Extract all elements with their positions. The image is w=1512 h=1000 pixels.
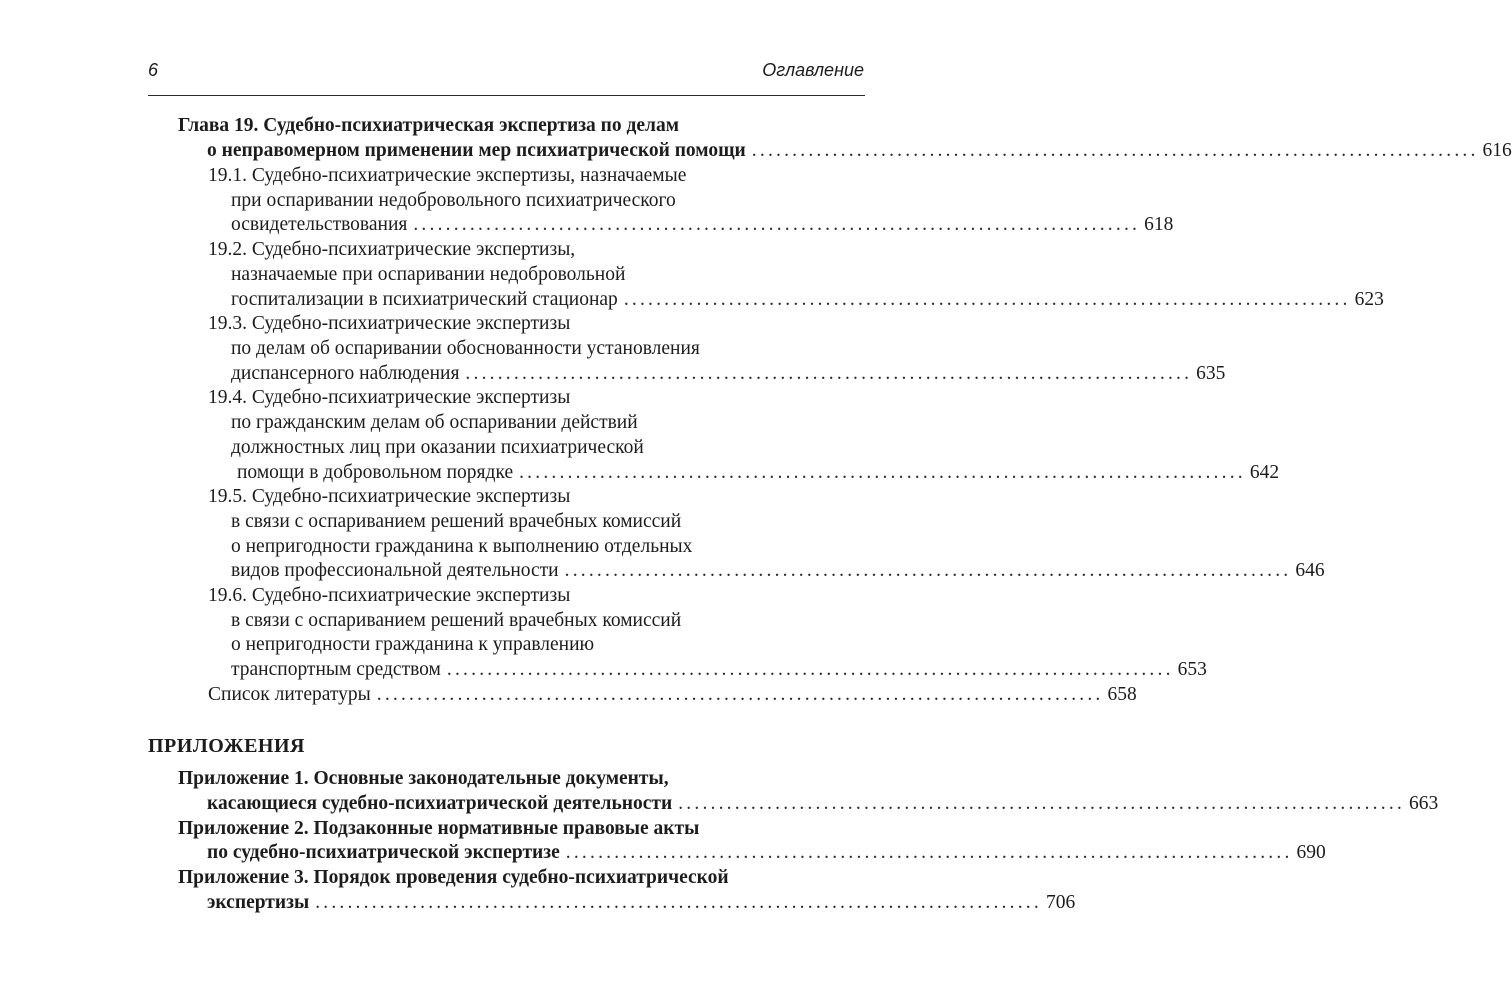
appendix-entry-line[interactable] [178, 767, 669, 791]
dot-leader: .......................................................................................... [413, 214, 1141, 235]
toc-entry-text: диспансерного наблюдения [231, 363, 460, 384]
toc-entry-line[interactable] [208, 238, 575, 262]
dot-leader: .......................................................................................... [465, 363, 1193, 384]
toc-entry-text: помощи в добровольном порядке [237, 462, 514, 483]
header-title: Оглавление [762, 60, 864, 80]
dot-leader: .......................................................................................... [678, 793, 1405, 814]
toc-entry-line[interactable] [231, 263, 625, 287]
toc-entry-text: в связи с оспариванием решений врачебных комиссий [231, 610, 682, 631]
appendix-entry-text: по судебно-психиатрической экспертизе [207, 842, 560, 863]
toc-entry-text: назначаемые при оспаривании недобровольной [231, 264, 626, 285]
toc-entry-text: транспортным средством [231, 659, 441, 680]
toc-entry-line[interactable] [231, 510, 681, 534]
appendix-entry-text: экспертизы [207, 892, 310, 913]
toc-entry-text: о непригодности гражданина к управлению [231, 634, 595, 655]
chapter-title-line[interactable] [178, 114, 679, 138]
toc-entry-text: 19.5. Судебно-психиатрические экспертизы [208, 486, 571, 507]
toc-entry-line[interactable] [208, 485, 570, 509]
page-ref: 646 [1295, 560, 1325, 581]
toc-entry-line[interactable] [237, 461, 1280, 485]
dot-leader: .......................................................................................... [376, 684, 1104, 705]
page-ref: 618 [1144, 214, 1174, 235]
dot-leader: .......................................................................................... [315, 892, 1042, 913]
toc-entry-text: 19.2. Судебно-психиатрические экспертизы, [208, 239, 576, 260]
toc-entry-line[interactable] [208, 164, 686, 188]
appendix-entry-text: Приложение 1. Основные законодательные документы, [178, 768, 669, 789]
page-ref: 663 [1408, 793, 1439, 814]
page-ref: 642 [1249, 462, 1280, 483]
toc-entry-line[interactable] [231, 535, 692, 559]
appendix-entry-text: Приложение 2. Подзаконные нормативные правовые акты [178, 818, 700, 839]
toc-entry-line[interactable] [231, 658, 1207, 682]
dot-leader: .......................................................................................... [623, 289, 1351, 310]
header-rule [148, 95, 865, 96]
toc-entry-line[interactable] [231, 411, 638, 435]
page-ref: 690 [1296, 842, 1326, 863]
toc-entry-line[interactable] [231, 213, 1174, 237]
toc-entry-text: освидетельствования [231, 214, 408, 235]
running-header [148, 60, 864, 88]
dot-leader: .......................................................................................... [564, 560, 1292, 581]
chapter-title-text: о неправомерном применении мер психиатрической помощи [207, 140, 746, 161]
appendix-entry-line[interactable] [178, 817, 699, 841]
page-ref: 635 [1196, 363, 1226, 384]
page-ref: 616 [1482, 140, 1512, 161]
chapter-title-text: Глава 19. Судебно-психиатрическая экспертиза по делам [178, 115, 680, 136]
toc-entry-text: должностных лиц при оказании психиатрической [231, 437, 644, 458]
toc-entry-text: видов профессиональной деятельности [231, 560, 559, 581]
page-ref: 623 [1354, 289, 1384, 310]
dot-leader: .......................................................................................... [446, 659, 1174, 680]
toc-entry-text: 19.1. Судебно-психиатрические экспертизы, назначаемые [208, 165, 687, 186]
toc-entry-line[interactable] [231, 362, 1226, 386]
toc-entry-text: 19.4. Судебно-психиатрические экспертизы [208, 387, 571, 408]
chapter-title-line[interactable] [207, 139, 1512, 163]
appendix-entry-line[interactable] [207, 891, 1076, 915]
toc-entry-text: при оспаривании недобровольного психиатрического [231, 190, 676, 211]
appendix-entry-text: Приложение 3. Порядок проведения судебно-психиатрической [178, 867, 729, 888]
toc-entry-line[interactable] [231, 633, 594, 657]
toc-entry-line[interactable] [231, 288, 1384, 312]
dot-leader: .......................................................................................... [565, 842, 1293, 863]
toc-entry-line[interactable] [231, 559, 1325, 583]
toc-entry-text: 19.6. Судебно-психиатрические экспертизы [208, 585, 571, 606]
toc-entry-text: 19.3. Судебно-психиатрические экспертизы [208, 313, 571, 334]
page-number: 6 [148, 60, 159, 80]
page-ref: 706 [1045, 892, 1076, 913]
toc-entry-line[interactable] [208, 386, 570, 410]
toc-entry-text: по гражданским делам об оспаривании действий [231, 412, 638, 433]
appendix-entry-line[interactable] [207, 792, 1439, 816]
toc-entry-line[interactable] [208, 584, 570, 608]
appendices-heading: ПРИЛОЖЕНИЯ [148, 735, 305, 757]
toc-entry-text: в связи с оспариванием решений врачебных комиссий [231, 511, 682, 532]
toc-entry-text: Список литературы [208, 684, 371, 705]
toc-entry-line[interactable] [208, 312, 570, 336]
page-ref: 653 [1177, 659, 1207, 680]
appendix-entry-line[interactable] [178, 866, 729, 890]
toc-entry-line[interactable] [231, 189, 676, 213]
toc-entry-bibliography[interactable] [208, 683, 1137, 707]
toc-entry-line[interactable] [231, 337, 700, 361]
appendix-entry-line[interactable] [207, 841, 1326, 865]
appendix-entry-text: касающиеся судебно-психиатрической деятельности [207, 793, 673, 814]
toc-entry-line[interactable] [231, 436, 644, 460]
toc-entry-text: по делам об оспаривании обоснованности установления [231, 338, 700, 359]
toc-entry-text: госпитализации в психиатрический стационар [231, 289, 618, 310]
dot-leader: .......................................................................................... [751, 140, 1479, 161]
toc-entry-text: о непригодности гражданина к выполнению отдельных [231, 536, 693, 557]
toc-entry-line[interactable] [231, 609, 681, 633]
page-ref: 658 [1107, 684, 1137, 705]
dot-leader: .......................................................................................... [519, 462, 1246, 483]
